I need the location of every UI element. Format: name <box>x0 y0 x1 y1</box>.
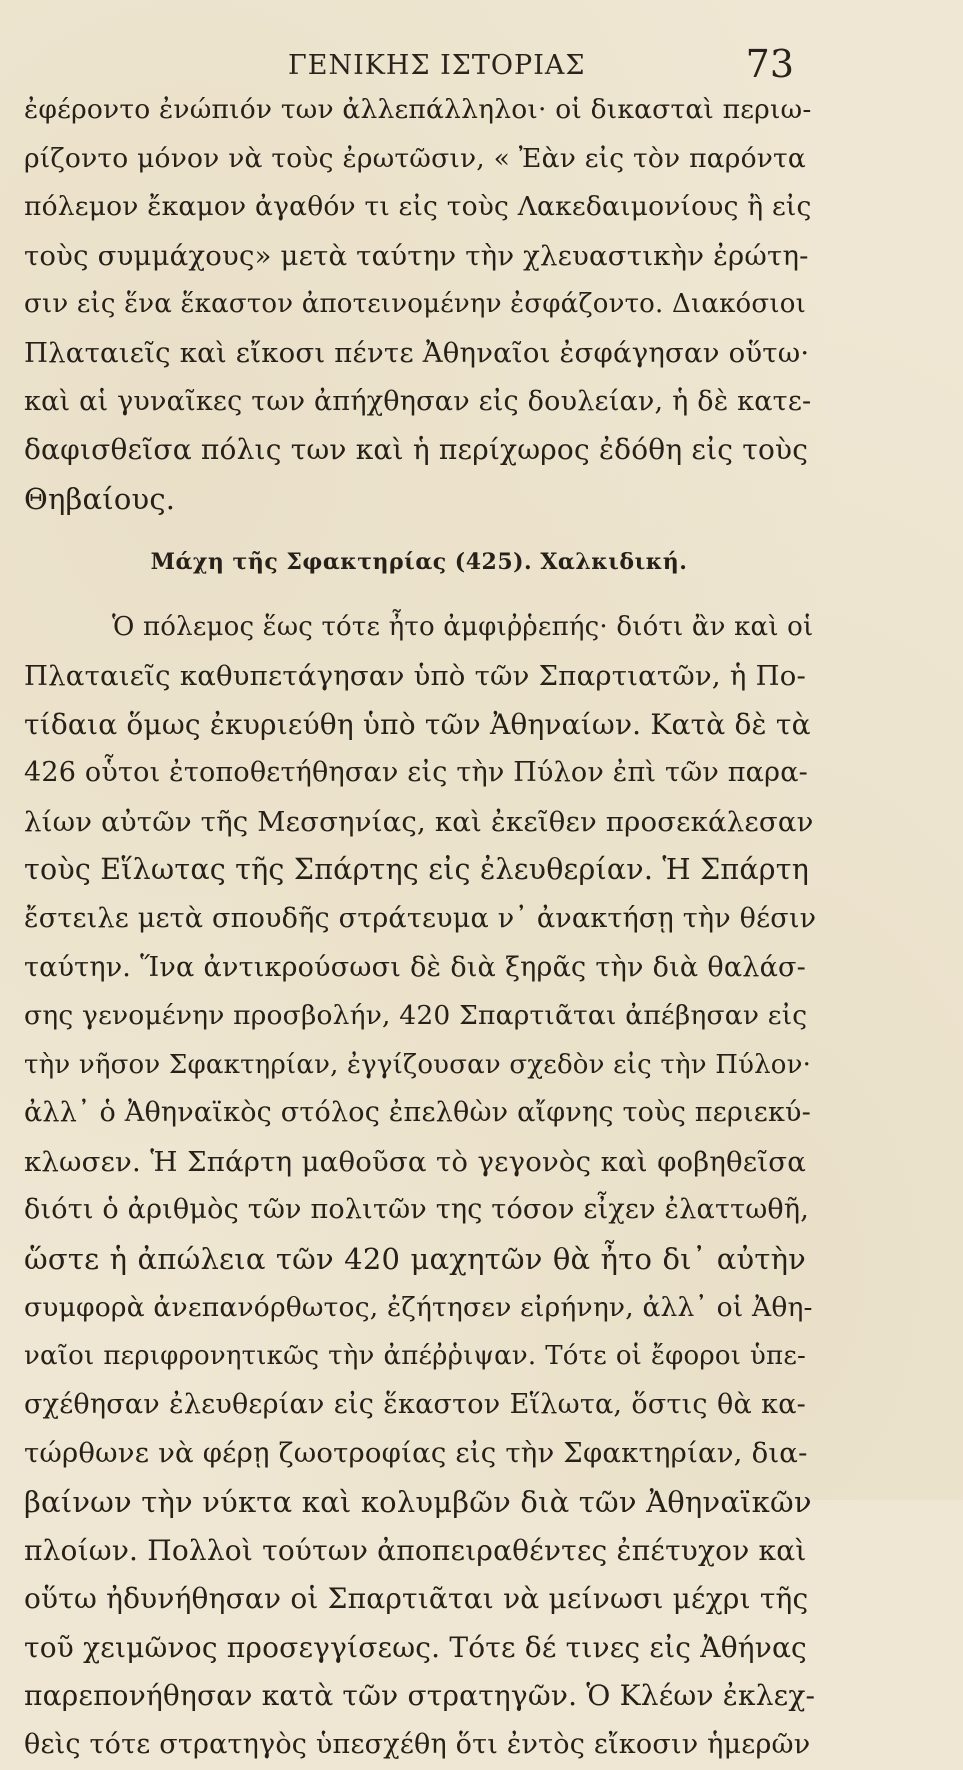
text-line: πλοίων. Πολλοὶ τούτων ἀποπειραθέντες ἐπέτυχον καὶ <box>24 1533 807 1567</box>
text-line: τοῦ χειμῶνος προσεγγίσεως. Τότε δέ τινες εἰς Ἀθήνας <box>24 1630 807 1664</box>
text-line: παρεπονήθησαν κατὰ τῶν στρατηγῶν. Ὁ Κλέων ἐκλεχ- <box>24 1679 816 1713</box>
text-line: λίων αὐτῶν τῆς Μεσσηνίας, καὶ ἐκεῖθεν προσεκάλεσαν <box>24 805 814 838</box>
text-line: Πλαταιεῖς καὶ εἴκοσι πέντε Ἀθηναῖοι ἐσφάγησαν οὕτω· <box>24 336 810 369</box>
paragraph <box>24 603 817 1769</box>
text-line: τοὺς συμμάχους» μετὰ ταύτην τὴν χλευαστικὴν ἐρώτη- <box>24 239 809 272</box>
section-heading: Μάχη τῆς Σφακτηρίας (425). Χαλκιδική. <box>150 549 688 576</box>
text-line: τίδαια ὅμως ἐκυριεύθη ὑπὸ τῶν Ἀθηναίων. Κατὰ δὲ τὰ <box>24 707 811 741</box>
running-title: ΓΕΝΙΚΗΣ ΙΣΤΟΡΙΑΣ <box>288 50 586 81</box>
text-line: οὕτω ἠδυνήθησαν οἱ Σπαρτιᾶται νὰ μείνωσι μέχρι τῆς <box>24 1582 809 1616</box>
text-line: τώρθωνε νὰ φέρῃ ζωοτροφίας εἰς τὴν Σφακτηρίαν, δια- <box>24 1437 808 1470</box>
text-line: τὴν νῆσον Σφακτηρίαν, ἐγγίζουσαν σχεδὸν εἰς τὴν Πύλον· <box>24 1049 812 1080</box>
text-line: ναῖοι περιφρονητικῶς τὴν ἀπέῤῥιψαν. Τότε οἱ ἔφοροι ὑπε- <box>24 1341 806 1372</box>
text-line: ρίζοντο μόνον νὰ τοὺς ἐρωτῶσιν, « Ἐὰν εἰς τὸν παρόντα <box>24 142 806 174</box>
text-line: διότι ὁ ἀριθμὸς τῶν πολιτῶν της τόσον εἶχεν ἐλαττωθῆ, <box>24 1194 810 1226</box>
text-line: καὶ αἱ γυναῖκες των ἀπήχθησαν εἰς δουλείαν, ἡ δὲ κατε- <box>24 385 812 417</box>
text-line: πόλεμον ἔκαμον ἀγαθόν τι εἰς τοὺς Λακεδαιμονίους ἢ εἰς <box>24 191 812 223</box>
text-line: ὥστε ἡ ἀπώλεια τῶν 420 μαχητῶν θὰ ἦτο δι᾽ αὐτὴν <box>24 1242 806 1277</box>
text-line: Ὁ πόλεμος ἕως τότε ἦτο ἀμφιῤῥεπής· διότι ἂν καὶ οἱ <box>112 612 814 643</box>
body-text <box>24 86 817 1770</box>
text-line: Θηβαίους. <box>24 481 176 516</box>
text-line: ἔστειλε μετὰ σπουδῆς στράτευμα ν᾽ ἀνακτήσῃ τὴν θέσιν <box>24 902 817 934</box>
page-header <box>120 42 800 92</box>
text-line: σης γενομένην προσβολήν, 420 Σπαρτιᾶται ἀπέβησαν εἰς <box>24 1000 808 1032</box>
text-line: δαφισθεῖσα πόλις των καὶ ἡ περίχωρος ἐδόθη εἰς τοὺς <box>24 433 809 467</box>
paragraph <box>24 86 812 523</box>
text-line: σχέθησαν ἐλευθερίαν εἰς ἕκαστον Εἵλωτα, ὅστις θὰ κα- <box>24 1388 806 1420</box>
text-line: συμφορὰ ἀνεπανόρθωτος, ἐζήτησεν εἰρήνην, ἀλλ᾽ οἱ Ἀθη- <box>24 1291 813 1323</box>
text-line: ταύτην. Ἵνα ἀντικρούσωσι δὲ διὰ ξηρᾶς τὴν διὰ θαλάσ- <box>24 951 806 983</box>
text-line: θεὶς τότε στρατηγὸς ὑπεσχέθη ὅτι ἐντὸς εἴκοσιν ἡμερῶν <box>24 1729 811 1760</box>
text-line: ἀλλ᾽ ὁ Ἀθηναϊκὸς στόλος ἐπελθὼν αἴφνης τοὺς περιεκύ- <box>24 1097 811 1129</box>
text-line: ἐφέροντο ἐνώπιόν των ἀλλεπάλληλοι· οἱ δικασταὶ περιω- <box>24 94 812 125</box>
text-line: βαίνων τὴν νύκτα καὶ κολυμβῶν διὰ τῶν Ἀθηναϊκῶν <box>24 1485 812 1520</box>
text-line: 426 οὗτοι ἐτοποθετήθησαν εἰς τὴν Πύλον ἐπὶ τῶν παρα- <box>24 757 808 789</box>
page-number: 73 <box>745 42 794 86</box>
text-line: σιν εἰς ἕνα ἕκαστον ἀποτεινομένην ἐσφάζοντο. Διακόσιοι <box>24 289 806 320</box>
text-line: Πλαταιεῖς καθυπετάγησαν ὑπὸ τῶν Σπαρτιατῶν, ἡ Πο- <box>24 659 806 692</box>
text-line: τοὺς Εἵλωτας τῆς Σπάρτης εἰς ἐλευθερίαν. Ἡ Σπάρτη <box>24 853 810 887</box>
text-line: κλωσεν. Ἡ Σπάρτη μαθοῦσα τὸ γεγονὸς καὶ φοβηθεῖσα <box>24 1145 806 1178</box>
